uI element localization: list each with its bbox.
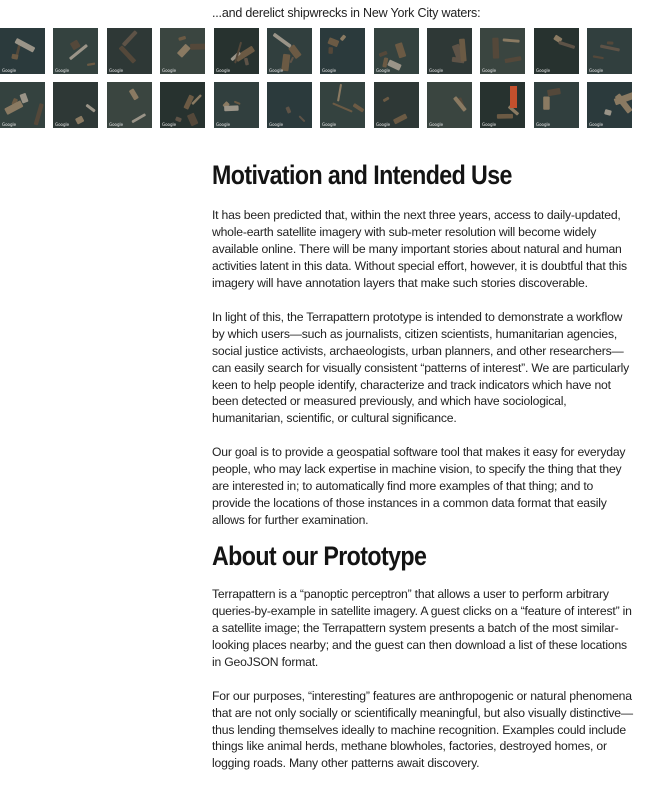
shipwreck-thumbnail [534,28,579,74]
wreck-shape [190,44,205,50]
wreck-shape [224,105,239,111]
shipwreck-thumbnail [374,82,419,128]
google-watermark: Google [589,68,604,73]
google-watermark: Google [162,122,177,127]
google-watermark: Google [216,68,231,73]
google-watermark: Google [589,122,604,127]
paragraph-motivation-2: In light of this, the Terrapattern prototype is intended to demonstrate a workflow by which users—such as journalists, citizen scientists, humanitarian agencies, social justice activists, archaeologists, urban planners, and other researchers—can easily search for visually consistent “patterns of interest”. We are particularly keen to help people identify, characterize and track indicators which have not been detected or measured previously, and which have sociological, humanitarian, scientific, or cultural significance. [212,309,629,426]
google-watermark: Google [109,68,124,73]
google-watermark: Google [482,68,497,73]
article-body [212,155,634,772]
shipwreck-thumbnail [214,82,259,128]
shipwreck-gallery-row-2 [0,82,648,128]
paragraph-about-2: For our purposes, “interesting” features are anthropogenic or natural phenomena that are not only socially or scientifically meaningful, but also visually distinctive—thus lending themselves ideally to machine recognition. Examples could include things like animal herds, methane blowholes, factories, destroyed homes, or logging roads. Many other patterns await discovery. [212,688,633,771]
shipwreck-thumbnail [267,28,312,74]
google-watermark: Google [2,68,17,73]
shipwreck-thumbnail [267,82,312,128]
google-watermark: Google [162,68,177,73]
section-heading-about: About our Prototype [212,540,427,571]
google-watermark: Google [536,122,551,127]
shipwreck-thumbnail [320,82,365,128]
shipwreck-thumbnail [107,28,152,74]
shipwreck-thumbnail [53,28,98,74]
google-watermark: Google [536,68,551,73]
section-heading-motivation: Motivation and Intended Use [212,160,512,190]
paragraph-about-1: Terrapattern is a “panoptic perceptron” that allows a user to perform arbitrary queries-by-example in satellite imagery. A guest clicks on a “feature of interest” in a satellite image; the Terrapattern system presents a batch of the most similar-looking places nearby; and the guest can then download a list of these locations in GeoJSON format. [212,587,632,669]
shipwreck-thumbnail [534,82,579,128]
shipwreck-thumbnail [480,28,525,74]
shipwreck-thumbnail [0,82,45,128]
google-watermark: Google [269,122,284,127]
wreck-shape [543,97,550,110]
google-watermark: Google [269,68,284,73]
paragraph-motivation-1: It has been predicted that, within the next three years, access to daily-updated, whole-earth satellite imagery with sub-meter resolution will become widely available online. There will be many important stories about natural and human activities latent in this data. Without special effort, however, it is doubtful that this imagery will have annotation layers that make such stories discoverable. [212,208,627,291]
shipwreck-thumbnail [427,28,472,74]
shipwreck-thumbnail [214,28,259,74]
google-watermark: Google [55,122,70,127]
google-watermark: Google [109,122,124,127]
google-watermark: Google [482,122,497,127]
shipwreck-thumbnail [374,28,419,74]
shipwreck-thumbnail [107,82,152,128]
wreck-shape [328,47,333,54]
shipwreck-thumbnail [427,82,472,128]
google-watermark: Google [55,68,70,73]
google-watermark: Google [429,122,444,127]
shipwreck-gallery-row-1 [0,28,648,74]
shipwreck-thumbnail [320,28,365,74]
shipwreck-thumbnail [587,28,632,74]
shipwreck-thumbnail [160,28,205,74]
shipwreck-thumbnail [480,82,525,128]
google-watermark: Google [2,122,17,127]
shipwreck-thumbnail [160,82,205,128]
google-watermark: Google [322,68,337,73]
google-watermark: Google [322,122,337,127]
shipwreck-thumbnail [587,82,632,128]
wreck-shape [607,41,614,44]
shipwreck-thumbnail [0,28,45,74]
shipwreck-thumbnail [53,82,98,128]
google-watermark: Google [376,68,391,73]
paragraph-motivation-3: Our goal is to provide a geospatial software tool that makes it easy for everyday people, who may lack expertise in machine vision, to specify the thing that they are interested in; to automatically find more examples of that thing; and to provide the locations of those instances in a common data format that easily allows for further examination. [212,445,626,527]
google-watermark: Google [429,68,444,73]
google-watermark: Google [216,122,231,127]
wreck-shape [492,38,499,59]
red-hull-shape [510,86,517,108]
gallery-caption: ...and derelict shipwrecks in New York City waters: [212,6,481,20]
wreck-shape [497,114,513,119]
google-watermark: Google [376,122,391,127]
